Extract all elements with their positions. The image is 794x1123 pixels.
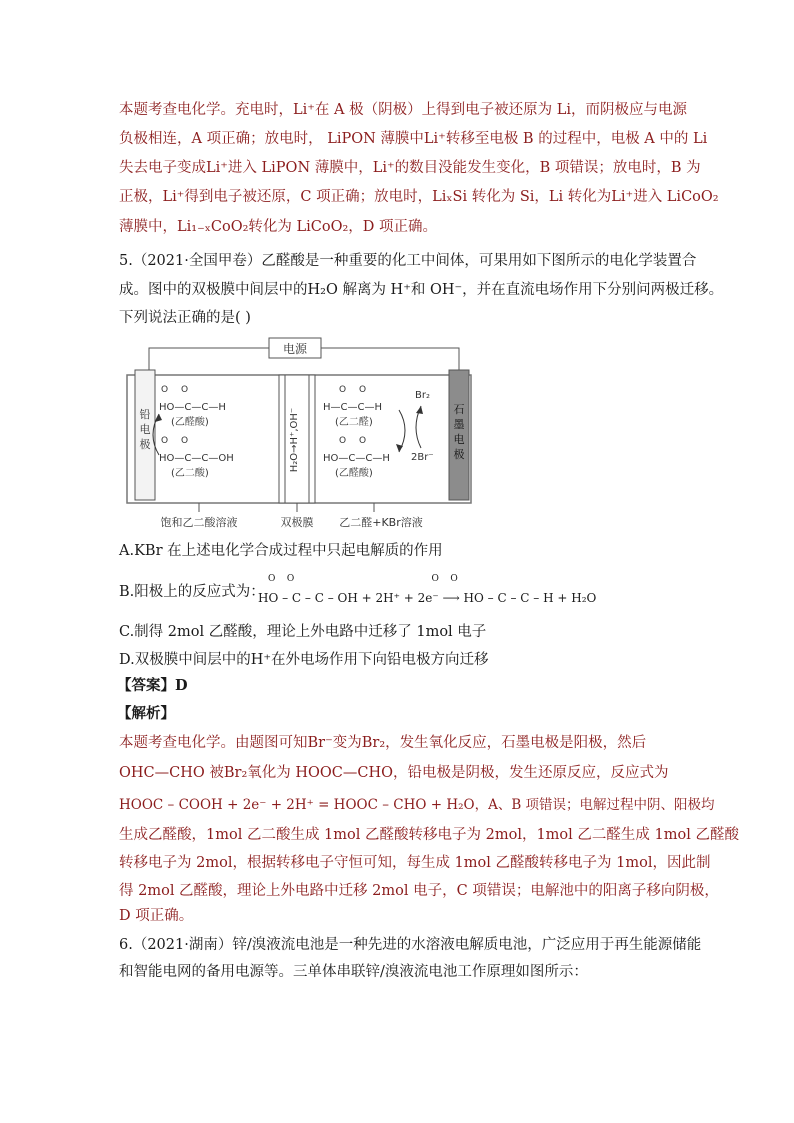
svg-text:O: O — [181, 436, 189, 446]
lead-electrode-char1: 铅 — [139, 408, 151, 421]
label-left-solution: 饱和乙二酸溶液 — [160, 516, 238, 529]
br2-label: Br₂ — [415, 390, 430, 401]
analysis-title: 【解析】 — [117, 705, 175, 722]
svg-text:HO—C—C—H: HO—C—C—H — [323, 453, 390, 464]
svg-text:O: O — [161, 385, 169, 395]
para4-line1: 本题考查电化学。充电时，Li⁺在 A 极（阴极）上得到电子被还原为 Li，而阴极应与电源 — [119, 102, 687, 118]
right-product: (乙醛酸) — [335, 468, 373, 479]
electrolysis-diagram — [119, 330, 479, 530]
q5-line3: 下列说法正确的是( ) — [119, 310, 251, 326]
label-membrane: 双极膜 — [280, 516, 314, 529]
answer: 【答案】D — [117, 677, 188, 694]
svg-text:H—C—C—H: H—C—C—H — [323, 402, 383, 413]
left-reactant: (乙二酸) — [171, 468, 209, 479]
svg-text:O: O — [339, 385, 347, 395]
left-product: (乙醛酸) — [171, 417, 209, 428]
svg-text:HO—C—C—OH: HO—C—C—OH — [159, 453, 234, 464]
option-a: A.KBr 在上述电化学合成过程中只起电解质的作用 — [119, 543, 443, 559]
label-right-solution: 乙二醛+KBr溶液 — [339, 516, 423, 529]
svg-text:O: O — [181, 385, 189, 395]
q6-line1: 6.（2021·湖南）锌/溴液流电池是一种先进的水溶液电解质电池，广泛应用于再生能源储能 — [119, 937, 702, 953]
analysis-line5: 转移电子为 2mol，根据转移电子守恒可知，每生成 1mol 乙醛酸转移电子为 1mol，因此制 — [119, 855, 711, 871]
right-reactant: (乙二醛) — [335, 417, 373, 428]
q6-line2: 和智能电网的备用电源等。三单体串联锌/溴液流电池工作原理如图所示： — [119, 964, 588, 980]
option-b-carbonyls: O O O O — [268, 574, 458, 584]
para4-line3: 失去电子变成Li⁺进入 LiPON 薄膜中，Li⁺的数目没能发生变化，B 项错误；放电时，B 为 — [119, 160, 701, 176]
svg-text:O: O — [339, 436, 347, 446]
lead-electrode-char3: 极 — [139, 438, 151, 451]
analysis-line6: 得 2mol 乙醛酸，理论上外电路中迁移 2mol 电子，C 项错误；电解池中的阳离子移向阴极， — [119, 883, 719, 899]
option-d: D.双极膜中间层中的H⁺在外电场作用下向铅电极方向迁移 — [119, 652, 489, 668]
br-minus-label: 2Br⁻ — [411, 452, 434, 463]
power-label: 电源 — [282, 342, 308, 356]
graphite-char4: 极 — [453, 448, 465, 461]
analysis-line1: 本题考查电化学。由题图可知Br⁻变为Br₂，发生氧化反应，石墨电极是阳极，然后 — [119, 735, 647, 751]
svg-text:O: O — [161, 436, 169, 446]
option-c: C.制得 2mol 乙醛酸，理论上外电路中迁移了 1mol 电子 — [119, 624, 487, 640]
para4-line2: 负极相连，A 项正确；放电时， LiPON 薄膜中Li⁺转移至电极 B 的过程中，电极 A 中的 Li — [119, 131, 708, 147]
svg-text:HO—C—C—H: HO—C—C—H — [159, 402, 226, 413]
analysis-line7: D 项正确。 — [119, 908, 194, 924]
analysis-line3: HOOC – COOH + 2e⁻ + 2H⁺ = HOOC – CHO + H₂O，A、B 项错误；电解过程中阴、阳极均 — [119, 797, 715, 813]
analysis-line4: 生成乙醛酸，1mol 乙二酸生成 1mol 乙醛酸转移电子为 2mol，1mol 乙二醛生成 1mol 乙醛酸 — [119, 827, 739, 843]
para4-line4: 正极，Li⁺得到电子被还原，C 项正确；放电时，LiₓSi 转化为 Si，Li 转化为Li⁺进入 LiCoO₂ — [119, 189, 719, 205]
svg-text:O: O — [359, 385, 367, 395]
svg-text:O: O — [359, 436, 367, 446]
option-b-prefix: B.阳极上的反应式为： — [119, 584, 265, 600]
para4-line5: 薄膜中，Li₁₋ₓCoO₂转化为 LiCoO₂，D 项正确。 — [119, 219, 438, 235]
q5-line2: 成。图中的双极膜中间层中的H₂O 解离为 H⁺和 OH⁻，并在直流电场作用下分别问两极迁移。 — [119, 282, 724, 298]
option-b-equation: HO – C – C – OH + 2H⁺ + 2e⁻ ⟶ HO – C – C – H + H₂O — [258, 591, 597, 605]
graphite-char3: 电 — [453, 433, 465, 446]
lead-electrode-char2: 电 — [139, 423, 151, 436]
membrane-ions: H₂O→H⁺,OH⁻ — [289, 407, 300, 473]
graphite-char1: 石 — [453, 403, 465, 416]
graphite-char2: 墨 — [453, 418, 465, 431]
q5-line1: 5.（2021·全国甲卷）乙醛酸是一种重要的化工中间体，可果用如下图所示的电化学装置合 — [119, 253, 697, 269]
analysis-line2: OHC—CHO 被Br₂氧化为 HOOC—CHO，铅电极是阴极，发生还原反应，反应式为 — [119, 765, 669, 781]
